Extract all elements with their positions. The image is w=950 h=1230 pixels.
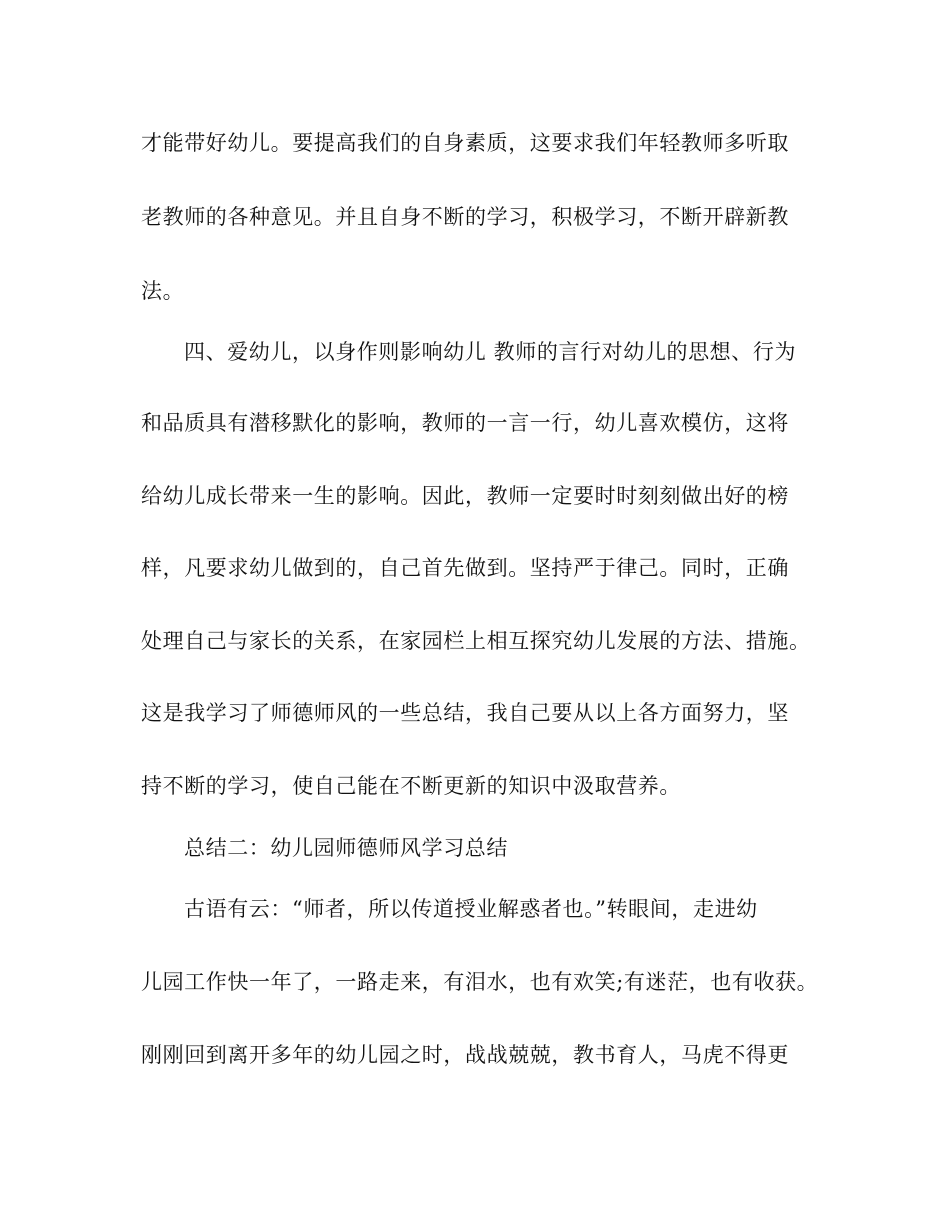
text-line: 样，凡要求幼儿做到的，自己首先做到。坚持严于律己。同时，正确: [141, 556, 789, 580]
text-line: 古语有云：“师者，所以传道授业解惑者也。”转眼间，走进幼: [184, 897, 758, 921]
text-line: 处理自己与家长的关系，在家园栏上相互探究幼儿发展的方法、措施。: [141, 629, 811, 653]
text-line: 法。: [141, 279, 185, 303]
text-line: 才能带好幼儿。要提高我们的自身素质，这要求我们年轻教师多听取: [141, 131, 789, 155]
text-line: 给幼儿成长带来一生的影响。因此，教师一定要时时刻刻做出好的榜: [141, 484, 789, 508]
text-line: 这是我学习了师德师风的一些总结，我自己要从以上各方面努力，坚: [141, 701, 789, 725]
text-line: 持不断的学习，使自己能在不断更新的知识中汲取营养。: [141, 774, 681, 798]
text-line: 儿园工作快一年了，一路走来，有泪水，也有欢笑;有迷茫，也有收获。: [141, 970, 819, 994]
text-line: 和品质具有潜移默化的影响，教师的一言一行，幼儿喜欢模仿，这将: [141, 411, 789, 435]
text-line: 老教师的各种意见。并且自身不断的学习，积极学习，不断开辟新教: [141, 205, 789, 229]
text-line: 刚刚回到离开多年的幼儿园之时，战战兢兢，教书育人，马虎不得更: [141, 1043, 789, 1067]
section-heading-line: 四、爱幼儿，以身作则影响幼儿 教师的言行对幼儿的思想、行为: [184, 340, 797, 364]
summary-two-heading: 总结二：幼儿园师德师风学习总结: [184, 836, 508, 860]
